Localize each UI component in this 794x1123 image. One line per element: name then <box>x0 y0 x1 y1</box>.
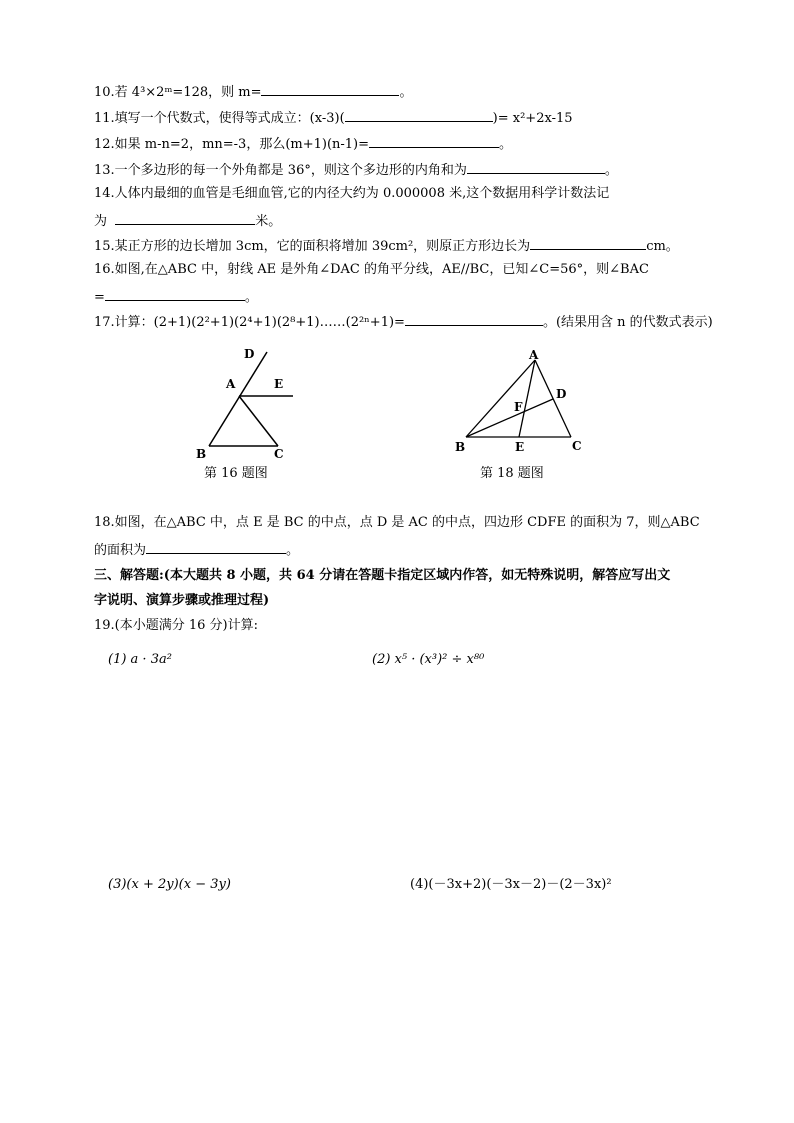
question-13-end: 。 <box>604 163 618 178</box>
label-e: E <box>515 440 525 454</box>
question-10 <box>94 82 413 102</box>
question-17 <box>94 312 713 332</box>
question-18-prefix: 的面积为 <box>94 543 147 558</box>
label-d: D <box>244 347 255 361</box>
line-bd <box>209 352 267 446</box>
label-d: D <box>556 387 567 401</box>
figure-16-diagram <box>190 345 310 460</box>
label-f: F <box>514 400 523 414</box>
question-19-intro: 19.(本小题满分 16 分)计算: <box>94 618 259 633</box>
question-14-line2 <box>94 211 281 231</box>
question-15-text: 15.某正方形的边长增加 3cm，它的面积将增加 39cm²，则原正方形边长为 <box>94 239 531 254</box>
answer-blank-12[interactable] <box>369 134 499 148</box>
question-19-part3: (3)(x + 2y)(x − 3y) <box>108 877 231 892</box>
question-14-line1: 14.人体内最细的血管是毛细血管,它的内径大约为 0.000008 米,这个数据用科学计数法记 <box>94 186 610 201</box>
line-ab <box>466 360 535 437</box>
question-19-part4: (4)(－3x+2)(－3x－2)－(2－3x)² <box>410 877 612 892</box>
figure-18-caption: 第 18 题图 <box>480 466 544 481</box>
question-17-end: 。(结果用含 n 的代数式表示) <box>542 315 713 330</box>
question-12-text: 12.如果 m-n=2，mn=-3，那么(m+1)(n-1)= <box>94 137 370 152</box>
question-17-text: 17.计算：(2+1)(2²+1)(2⁴+1)(2⁸+1)……(2²ⁿ+1)= <box>94 315 405 330</box>
question-12 <box>94 134 512 154</box>
label-c: C <box>274 447 284 460</box>
question-16-prefix: = <box>94 290 105 305</box>
question-16-line1: 16.如图,在△ABC 中，射线 AE 是外角∠DAC 的角平分线，AE//BC，已知∠C=56°，则∠BAC <box>94 262 649 277</box>
question-14-prefix: 为 <box>94 214 112 229</box>
question-16-line2 <box>94 287 258 307</box>
question-19-part1: (1) a · 3a² <box>108 652 172 667</box>
question-11-end: )= x²+2x-15 <box>492 111 573 126</box>
figure-16-caption: 第 16 题图 <box>204 466 268 481</box>
answer-blank-15[interactable] <box>530 236 646 250</box>
question-18-line1: 18.如图，在△ABC 中，点 E 是 BC 的中点，点 D 是 AC 的中点，四边形 CDFE 的面积为 7，则△ABC <box>94 515 700 530</box>
question-11-text: 11.填写一个代数式，使得等式成立：(x-3)( <box>94 111 345 126</box>
line-ac <box>239 396 278 446</box>
answer-blank-16[interactable] <box>105 287 245 301</box>
answer-blank-14[interactable] <box>115 211 255 225</box>
figure-18-diagram <box>452 348 592 460</box>
answer-blank-10[interactable] <box>261 82 399 96</box>
label-a: A <box>226 377 236 391</box>
question-15 <box>94 236 679 256</box>
question-13 <box>94 160 618 180</box>
answer-blank-17[interactable] <box>405 312 543 326</box>
answer-blank-13[interactable] <box>467 160 605 174</box>
question-19-part2: (2) x⁵ · (x³)² ÷ x⁸⁰ <box>372 652 485 667</box>
question-16-end: 。 <box>244 290 258 305</box>
line-ae <box>519 360 535 437</box>
question-18-line2 <box>94 540 299 560</box>
question-15-end: cm。 <box>646 239 679 254</box>
question-18-end: 。 <box>286 543 300 558</box>
question-11 <box>94 108 573 128</box>
question-12-end: 。 <box>499 137 513 152</box>
line-bd <box>466 399 553 437</box>
label-e: E <box>274 377 284 391</box>
section-3-heading-line2: 字说明、演算步骤或推理过程) <box>94 593 270 608</box>
question-13-text: 13.一个多边形的每一个外角都是 36°，则这个多边形的内角和为 <box>94 163 467 178</box>
question-10-end: 。 <box>399 85 413 100</box>
question-14-end: 米。 <box>255 214 282 229</box>
answer-blank-18[interactable] <box>146 540 286 554</box>
question-10-text: 10.若 4³×2ᵐ=128，则 m= <box>94 85 262 100</box>
label-a: A <box>529 348 539 362</box>
label-b: B <box>196 447 207 460</box>
label-c: C <box>572 439 582 453</box>
label-b: B <box>455 440 466 454</box>
section-3-heading-line1: 三、解答题:(本大题共 8 小题，共 64 分请在答题卡指定区域内作答，如无特殊说明，解答应写出文 <box>94 568 671 583</box>
answer-blank-11[interactable] <box>345 108 493 122</box>
